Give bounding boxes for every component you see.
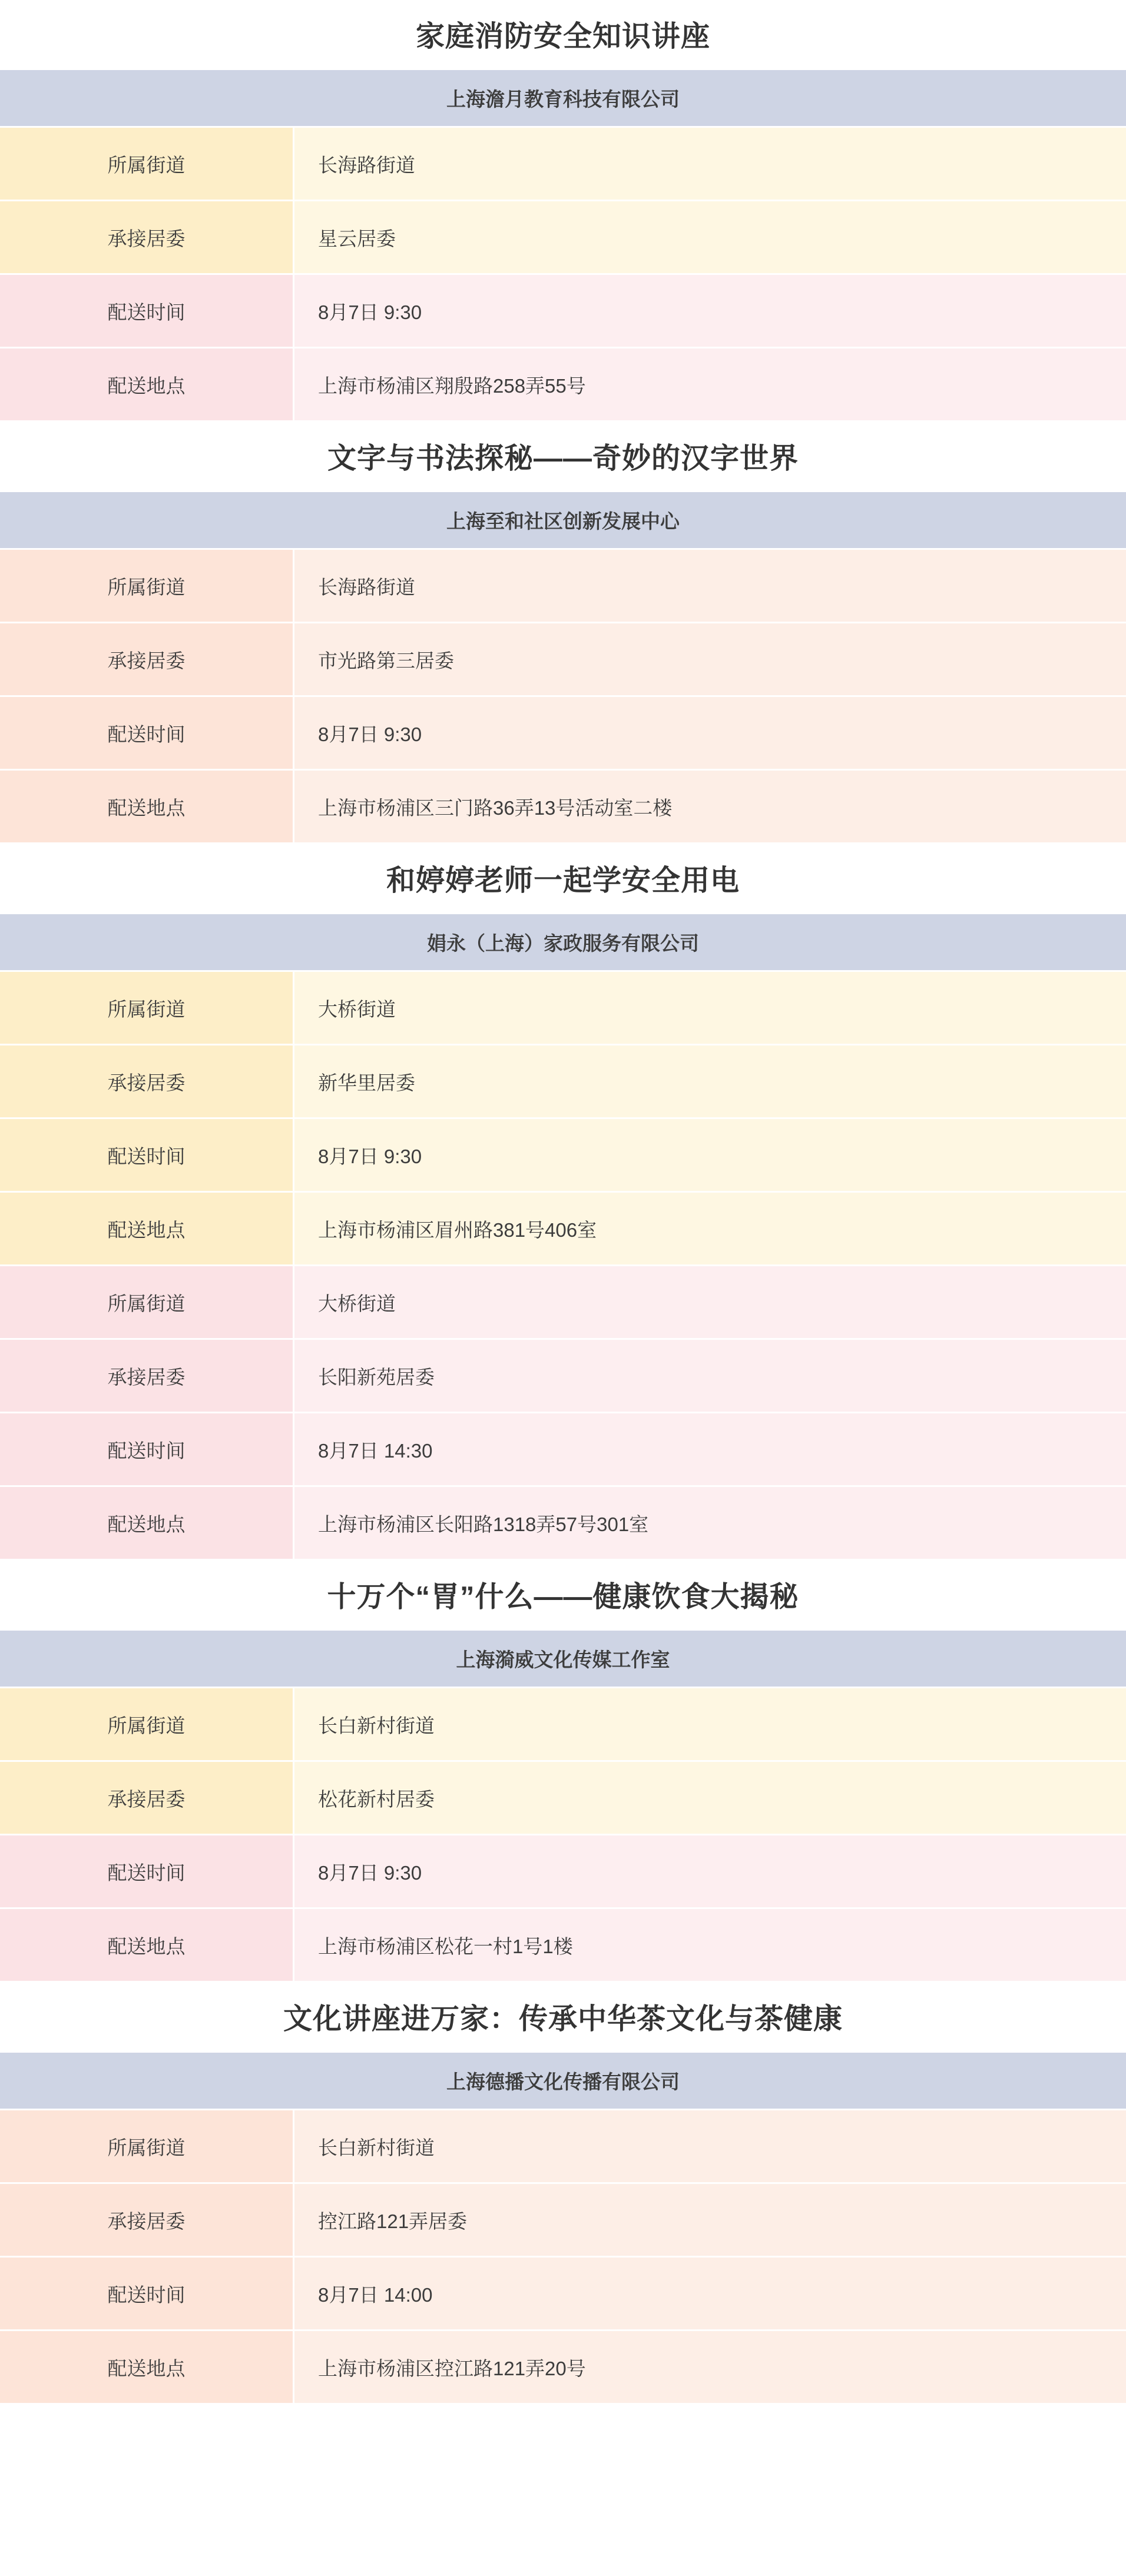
table-row xyxy=(0,1413,1126,1487)
event-title: 文化讲座进万家：传承中华茶文化与茶健康 xyxy=(0,1983,1126,2053)
row-value: 上海市杨浦区眉州路381号406室 xyxy=(294,1193,1126,1264)
row-label: 配送时间 xyxy=(0,275,294,347)
table-row xyxy=(0,1688,1126,1762)
event-organization: 上海澹月教育科技有限公司 xyxy=(0,70,1126,128)
table-row xyxy=(0,771,1126,844)
row-label: 承接居委 xyxy=(0,201,294,273)
row-value: 控江路121弄居委 xyxy=(294,2184,1126,2256)
row-label: 所属街道 xyxy=(0,1266,294,1338)
event-title: 十万个“胃”什么——健康饮食大揭秘 xyxy=(0,1561,1126,1631)
row-label: 承接居委 xyxy=(0,1340,294,1412)
table-row xyxy=(0,623,1126,697)
row-label: 配送时间 xyxy=(0,697,294,769)
table-row xyxy=(0,972,1126,1045)
row-value: 上海市杨浦区三门路36弄13号活动室二楼 xyxy=(294,771,1126,842)
table-row xyxy=(0,2258,1126,2331)
row-label: 配送地点 xyxy=(0,1487,294,1559)
event-block xyxy=(0,1983,1126,2405)
row-value: 长阳新苑居委 xyxy=(294,1340,1126,1412)
row-value: 大桥街道 xyxy=(294,1266,1126,1338)
row-label: 配送时间 xyxy=(0,1835,294,1907)
row-value: 大桥街道 xyxy=(294,972,1126,1044)
row-label: 承接居委 xyxy=(0,1762,294,1834)
row-value: 长海路街道 xyxy=(294,128,1126,200)
table-row xyxy=(0,550,1126,623)
event-organization: 娟永（上海）家政服务有限公司 xyxy=(0,914,1126,972)
row-value: 长海路街道 xyxy=(294,550,1126,622)
row-value: 星云居委 xyxy=(294,201,1126,273)
row-value: 上海市杨浦区翔殷路258弄55号 xyxy=(294,348,1126,420)
row-value: 上海市杨浦区长阳路1318弄57号301室 xyxy=(294,1487,1126,1559)
row-value: 松花新村居委 xyxy=(294,1762,1126,1834)
table-row xyxy=(0,2110,1126,2184)
event-organization: 上海至和社区创新发展中心 xyxy=(0,492,1126,550)
row-label: 所属街道 xyxy=(0,550,294,622)
row-label: 所属街道 xyxy=(0,1688,294,1760)
row-label: 承接居委 xyxy=(0,2184,294,2256)
table-row xyxy=(0,1909,1126,1983)
row-label: 配送地点 xyxy=(0,1193,294,1264)
row-value: 8月7日 9:30 xyxy=(294,1835,1126,1907)
table-row xyxy=(0,697,1126,771)
table-row xyxy=(0,128,1126,201)
row-label: 配送地点 xyxy=(0,348,294,420)
row-value: 新华里居委 xyxy=(294,1045,1126,1117)
row-label: 承接居委 xyxy=(0,1045,294,1117)
row-value: 上海市杨浦区控江路121弄20号 xyxy=(294,2331,1126,2403)
row-value: 8月7日 14:30 xyxy=(294,1413,1126,1485)
row-value: 长白新村街道 xyxy=(294,2110,1126,2182)
table-row xyxy=(0,2184,1126,2258)
row-value: 市光路第三居委 xyxy=(294,623,1126,695)
table-row xyxy=(0,1193,1126,1266)
event-organization: 上海德播文化传播有限公司 xyxy=(0,2053,1126,2110)
row-label: 配送时间 xyxy=(0,2258,294,2329)
row-value: 长白新村街道 xyxy=(294,1688,1126,1760)
event-title: 家庭消防安全知识讲座 xyxy=(0,0,1126,70)
table-row xyxy=(0,1762,1126,1835)
event-title: 和婷婷老师一起学安全用电 xyxy=(0,844,1126,914)
row-value: 8月7日 14:00 xyxy=(294,2258,1126,2329)
table-row xyxy=(0,201,1126,275)
table-row xyxy=(0,1835,1126,1909)
event-title: 文字与书法探秘——奇妙的汉字世界 xyxy=(0,422,1126,492)
table-row xyxy=(0,1340,1126,1413)
event-organization: 上海漪威文化传媒工作室 xyxy=(0,1631,1126,1688)
row-label: 所属街道 xyxy=(0,128,294,200)
row-label: 所属街道 xyxy=(0,2110,294,2182)
event-block xyxy=(0,1561,1126,1983)
row-label: 配送时间 xyxy=(0,1119,294,1191)
row-label: 配送地点 xyxy=(0,1909,294,1981)
row-label: 配送时间 xyxy=(0,1413,294,1485)
table-row xyxy=(0,1266,1126,1340)
table-row xyxy=(0,1487,1126,1561)
row-value: 8月7日 9:30 xyxy=(294,275,1126,347)
row-value: 8月7日 9:30 xyxy=(294,1119,1126,1191)
table-row xyxy=(0,348,1126,422)
row-label: 配送地点 xyxy=(0,771,294,842)
table-row xyxy=(0,275,1126,348)
row-label: 所属街道 xyxy=(0,972,294,1044)
event-block xyxy=(0,0,1126,422)
row-label: 承接居委 xyxy=(0,623,294,695)
table-row xyxy=(0,1119,1126,1193)
table-row xyxy=(0,1045,1126,1119)
event-block xyxy=(0,844,1126,1561)
row-label: 配送地点 xyxy=(0,2331,294,2403)
table-row xyxy=(0,2331,1126,2405)
row-value: 上海市杨浦区松花一村1号1楼 xyxy=(294,1909,1126,1981)
event-block xyxy=(0,422,1126,844)
row-value: 8月7日 9:30 xyxy=(294,697,1126,769)
